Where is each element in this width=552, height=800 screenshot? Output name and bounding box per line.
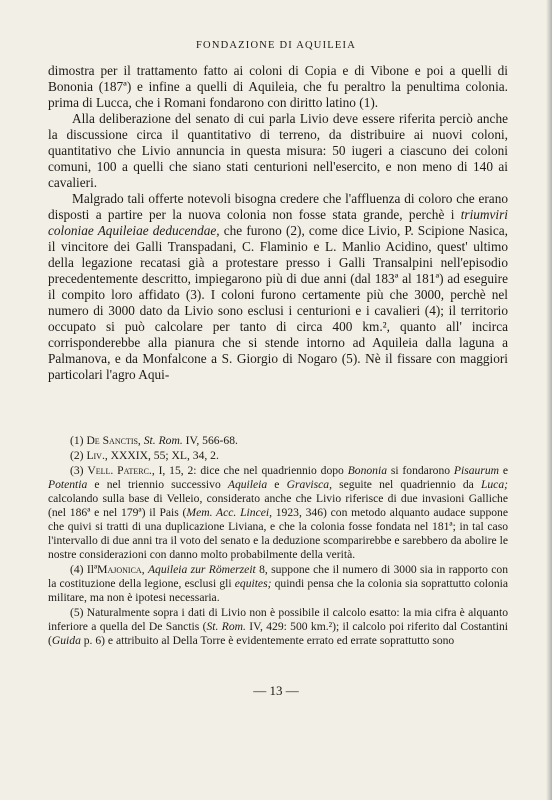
footnote-text: si fondarono [387,464,454,477]
footnote-text: seguite nel quadriennio da [331,478,481,491]
footnote-mark: (4) [70,563,84,576]
footnote-text: 1923, 346) con metodo alquanto audace suppone che quivi si tratti di una duplicazione Liviana, e che la colonia fosse fondata nel 181ª; in tal caso l'intervallo di due anni tra il voto del senato e la deduzione scomparirebbe e sarebbero da abolire le nostre considerazioni con danno molto probabilmente della verità. [48,506,508,561]
footnote-text: quindi pensa che la colonia sia soprattutto colonia militare, ma non è ipotesi necessaria. [48,577,508,604]
footnote-text: e nel triennio successivo [87,478,228,491]
footnote-text: IV, 429: 500 km.²); il calcolo poi riferito dal Costantini ( [48,620,508,647]
footnote-1 [48,434,508,448]
footnotes [48,434,508,649]
footnote-italic: St. Rom. [206,620,246,633]
footnote-text: p. 6) e attribuito al Della Torre è evidentemente errato ed errate soprattutto sono [80,634,455,647]
footnote-italic: Potentia [48,478,88,491]
main-text [48,63,508,383]
paragraph: Alla deliberazione del senato di cui parla Livio deve essere riferita perciò anche la discussione circa il quantitativo di terreno, da distribuire ai nuovi coloni, quantitativo che Livio annuncia in questa misura: 50 iugeri a ciascuno dei coloni comuni, 100 a quelli che siano stati centurioni nell'esercito, e non meno di 140 ai cavalieri. [48,111,508,190]
footnote-mark: (2) [70,449,84,462]
footnote-mark: (1) [70,434,84,447]
footnote-text: Naturalmente sopra i dati di Livio non è possibile il calcolo esatto: la mia cifra è alquanto inferiore a quella del De Sanctis ( [48,606,508,633]
footnote-italic: Bononia [347,464,387,477]
footnote-italic: Pisaurum [453,464,499,477]
footnote-text: 8, suppone che il numero di 3000 sia in rapporto con la costituzione della legione, esclusi gli [48,563,508,590]
page-number: — 13 — [253,683,299,698]
footnote-work: Aquileia zur Römerzeit [147,563,256,576]
paragraph-continued: dimostra per il trattamento fatto ai coloni di Copia e di Vibone e poi a quelli di Bononia (187ª) e infine a quelli di Aquileia, che fu peraltro la penultima colonia. prima di Lucca, che i Romani fondarono con diritto latino (1). [48,63,508,110]
footnote-italic: Luca; [480,478,508,491]
footnote-4 [48,563,508,605]
footnote-author: De Sanctis, [86,434,141,447]
footnote-text: calcolando sulla base di Velleio, considerato anche che Livio riferisce di due invasioni Galliche (nel 186ª e nel 179ª) il Pais ( [48,492,508,519]
running-title: FONDAZIONE DI AQUILEIA [196,40,356,51]
footnote-2 [48,449,508,463]
page-edge-shadow [546,0,552,800]
footnote-italic: equites; [234,577,272,590]
italic-phrase: triumviri coloniae Aquileiae deducendae, [48,207,508,238]
footnote-italic: Aquileia [227,478,268,491]
footnote-author: Majonica, [97,563,145,576]
footnote-text: IV, 566-68. [182,434,238,447]
footnote-text: Ilª [83,563,98,576]
footnote-mark: (3) [70,464,84,477]
footnote-italic: Mem. Acc. Lincei, [186,506,272,519]
footnote-text: XXXIX, 55; XL, 34, 2. [107,449,219,462]
footnote-text: e [267,478,287,491]
footnote-text: I, 15, 2: dice che nel quadriennio dopo [154,464,348,477]
footnote-text: e [499,464,508,477]
text-span: Malgrado tali offerte notevoli bisogna credere che l'affluenza di coloro che erano disposti a partire per la nuova colonia non fosse stata grande, perchè i [48,191,508,222]
text-span: che furono (2), come dice Livio, P. Scipione Nasica, il vincitore dei Galli Transpadani, C. Flaminio e L. Manlio Acidino, quest' ultimo della legazione recatasi già a protestare presso i Galli Transalpini nell'episodio precedentemente descritto, impiegarono più di due anni (dal 183ª al 181ª) ad eseguire il compito loro affidato (3). I coloni furono certamente più che 3000, perchè nel numero di 3000 dato da Livio sono esclusi i centurioni e i cavalieri (4); il territorio occupato si può calcolare per tanto di circa 400 km.², quanto all' incirca corrisponderebbe alla pianura che si stende intorno ad Aquileia dalla laguna a Palmanova, e da Monfalcone a S. Giorgio di Nogaro (5). Nè il fissare con maggiori particolari l'agro Aqui- [48,223,508,382]
footnote-author: Liv., [86,449,108,462]
footnote-mark: (5) [70,606,84,619]
footnote-work: St. Rom. [143,434,183,447]
footnote-italic: Gravisca, [286,478,332,491]
footnote-5 [48,606,508,648]
footnote-3 [48,464,508,562]
footnote-italic: Guida [51,634,81,647]
paragraph [48,191,508,383]
footnote-author: Vell. Paterc., [87,464,155,477]
